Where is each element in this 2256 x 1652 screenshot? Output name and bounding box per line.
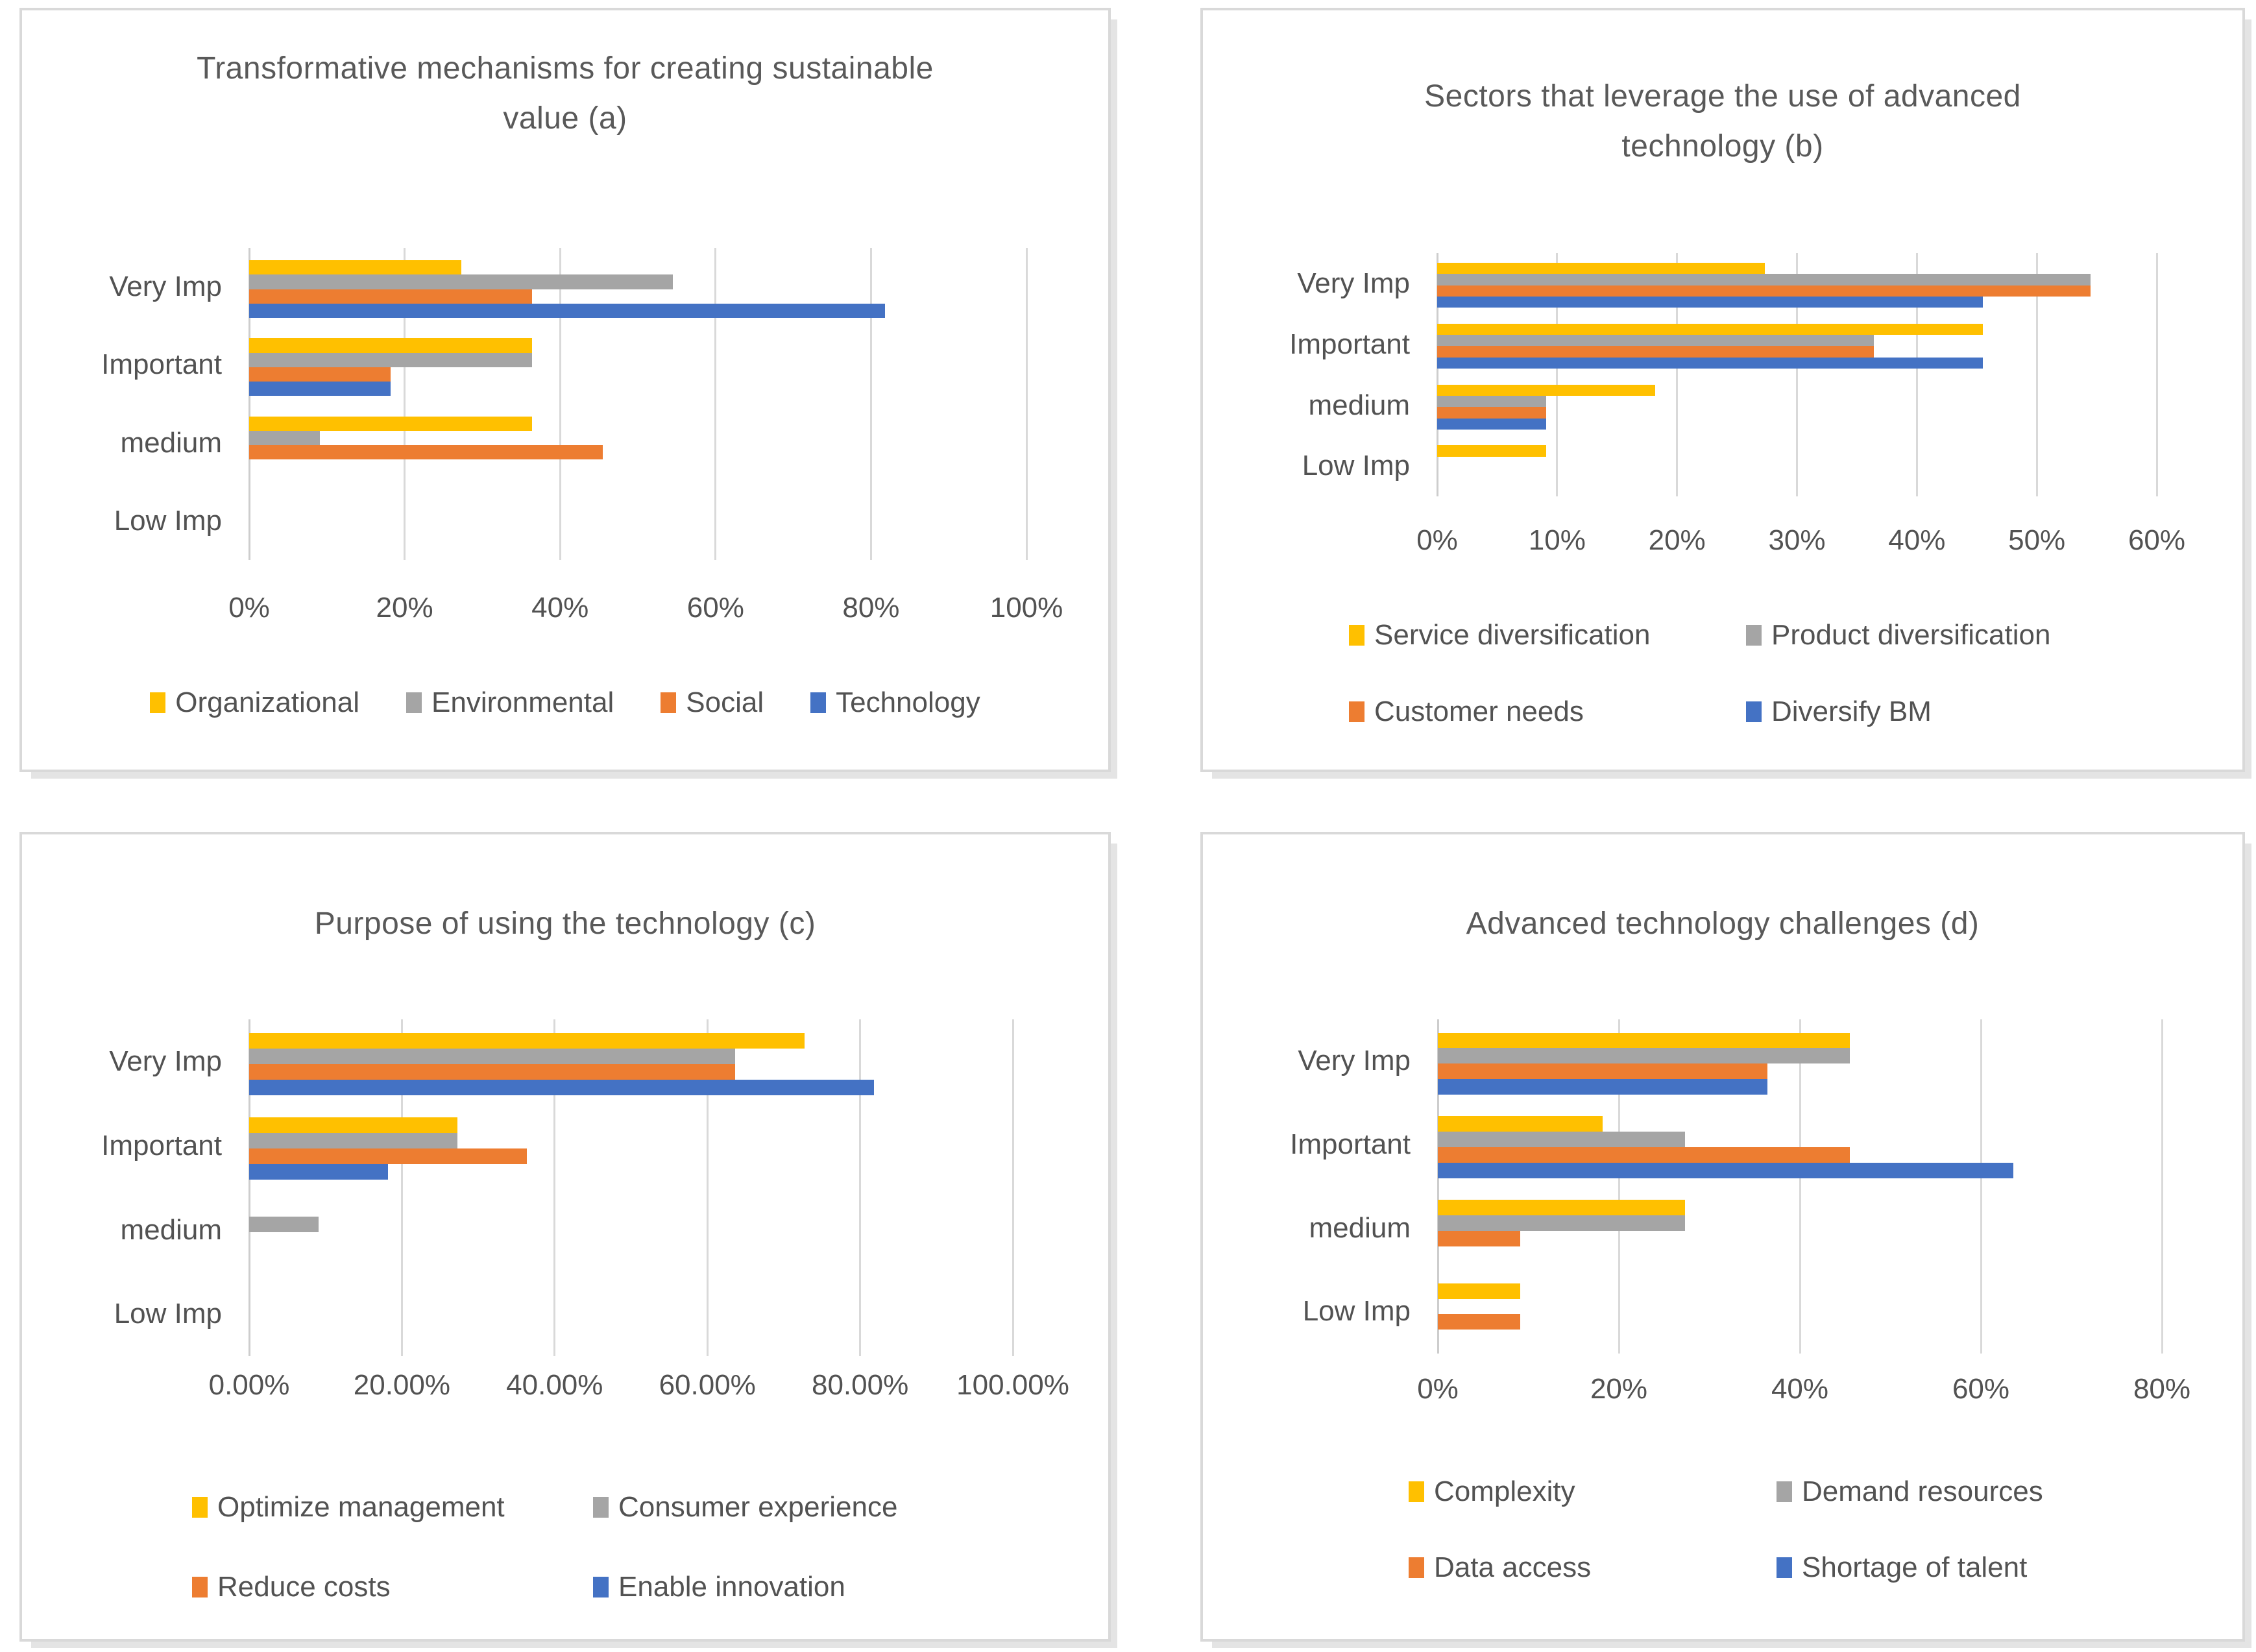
gridline (714, 248, 716, 560)
legend-label: Enable innovation (618, 1571, 845, 1603)
legend-swatch-demand-resources (1777, 1481, 1792, 1502)
x-axis-tick-label: 60.00% (659, 1369, 756, 1401)
x-axis-tick-label: 80.00% (811, 1369, 909, 1401)
gridline (559, 248, 561, 560)
bar-a-0-1 (249, 274, 673, 289)
x-axis-tick-label: 60% (2128, 524, 2186, 556)
gridline (1799, 1019, 1801, 1354)
x-axis-tick-label: 40% (1888, 524, 1946, 556)
legend-swatch-social (661, 692, 676, 713)
category-label-low-imp: Low Imp (1302, 1295, 1411, 1328)
x-axis-tick-label: 30% (1768, 524, 1826, 556)
category-label-medium: medium (120, 1213, 222, 1246)
legend-item (150, 686, 359, 719)
bar-a-1-1 (249, 353, 532, 367)
legend-item (593, 1491, 897, 1524)
bar-d-2-2 (1438, 1231, 1520, 1246)
x-axis-tick-label: 40% (531, 592, 589, 624)
gridline (870, 248, 872, 560)
bar-c-1-0 (249, 1117, 457, 1133)
bar-d-0-2 (1438, 1063, 1767, 1079)
bar-a-2-0 (249, 417, 532, 431)
chart-panel-c (19, 832, 1111, 1642)
gridline (1980, 1019, 1982, 1354)
legend (22, 686, 1108, 719)
legend-swatch-enable-innovation (593, 1577, 609, 1597)
bar-d-2-0 (1438, 1200, 1685, 1215)
category-label-low-imp: Low Imp (1302, 450, 1410, 482)
x-axis-tick-label: 80% (842, 592, 900, 624)
legend-item (1349, 619, 1651, 651)
bar-d-3-2 (1438, 1314, 1520, 1330)
gridline (2156, 253, 2158, 496)
gridline (1026, 248, 1028, 560)
legend-label: Social (686, 686, 764, 718)
bar-c-2-1 (249, 1217, 319, 1232)
chart-panel-d (1200, 832, 2245, 1642)
bar-b-1-3 (1437, 358, 1983, 369)
chart-panel-b (1200, 8, 2245, 772)
legend-label: Complexity (1434, 1476, 1575, 1507)
legend-item (661, 686, 764, 719)
bar-d-0-0 (1438, 1033, 1850, 1049)
legend-label: Organizational (175, 686, 359, 718)
bar-b-2-3 (1437, 419, 1546, 430)
legend-item (1409, 1551, 1591, 1584)
bar-c-1-1 (249, 1133, 457, 1148)
legend-item (406, 686, 614, 719)
x-axis-tick-label: 20% (1590, 1373, 1648, 1405)
bar-b-0-1 (1437, 274, 2091, 285)
legend-swatch-complexity (1409, 1481, 1424, 1502)
chart-title-d: Advanced technology challenges (d) (1466, 906, 1980, 941)
legend-label: Product diversification (1771, 619, 2051, 651)
legend-label: Environmental (431, 686, 614, 718)
legend-item (192, 1571, 391, 1603)
bar-d-2-1 (1438, 1215, 1685, 1231)
bar-c-0-0 (249, 1033, 805, 1049)
legend-swatch-diversify-bm (1746, 701, 1762, 722)
bar-a-0-3 (249, 304, 885, 318)
bar-b-1-2 (1437, 346, 1874, 357)
x-axis-tick-label: 0% (228, 592, 270, 624)
legend-swatch-data-access (1409, 1557, 1424, 1578)
legend-label: Demand resources (1802, 1476, 2043, 1507)
gridline (1012, 1019, 1014, 1356)
x-axis-tick-label: 100.00% (956, 1369, 1069, 1401)
legend-swatch-consumer-experience (593, 1497, 609, 1518)
legend-item (1777, 1476, 2043, 1508)
x-axis-tick-label: 0.00% (208, 1369, 290, 1401)
legend-swatch-reduce-costs (192, 1577, 208, 1597)
category-label-important: Important (101, 348, 222, 381)
legend-label: Technology (836, 686, 980, 718)
legend-swatch-environmental (406, 692, 422, 713)
x-axis-tick-label: 20% (1648, 524, 1706, 556)
chart-title-a: Transformative mechanisms for creating sustainable value (a) (197, 51, 934, 136)
legend-swatch-optimize-management (192, 1497, 208, 1518)
legend-item (1777, 1551, 2027, 1584)
bar-a-1-2 (249, 367, 391, 382)
category-label-medium: medium (1308, 389, 1410, 421)
x-axis-tick-label: 0% (1417, 1373, 1459, 1405)
legend-label: Reduce costs (217, 1571, 391, 1603)
legend-label: Customer needs (1374, 696, 1584, 727)
bar-b-0-0 (1437, 263, 1765, 274)
bar-c-1-3 (249, 1164, 388, 1180)
category-label-very-imp: Very Imp (109, 271, 222, 302)
category-label-low-imp: Low Imp (114, 504, 222, 537)
category-label-very-imp: Very Imp (109, 1045, 222, 1077)
legend-item (1409, 1476, 1575, 1508)
x-axis-tick-label: 60% (1952, 1373, 2010, 1405)
legend-swatch-service-diversification (1349, 625, 1365, 646)
bar-b-0-3 (1437, 297, 1983, 308)
bar-d-1-1 (1438, 1132, 1685, 1147)
x-axis-tick-label: 20% (376, 592, 433, 624)
bar-a-2-2 (249, 445, 603, 459)
bar-b-0-2 (1437, 285, 2091, 297)
category-label-important: Important (1290, 1128, 1411, 1160)
legend-item (1746, 619, 2050, 651)
bar-b-1-0 (1437, 324, 1983, 335)
legend-label: Diversify BM (1771, 696, 1932, 727)
bar-b-3-0 (1437, 445, 1546, 456)
bar-d-0-1 (1438, 1048, 1850, 1063)
legend-label: Consumer experience (618, 1491, 898, 1523)
legend-item (810, 686, 980, 719)
category-label-medium: medium (120, 426, 222, 459)
x-axis-tick-label: 80% (2133, 1373, 2191, 1405)
category-label-very-imp: Very Imp (1297, 267, 1410, 299)
x-axis-tick-label: 100% (989, 592, 1063, 624)
x-axis-tick-label: 40.00% (506, 1369, 603, 1401)
x-axis-tick-label: 10% (1528, 524, 1586, 556)
bar-a-0-2 (249, 289, 532, 304)
category-label-very-imp: Very Imp (1298, 1045, 1411, 1076)
x-axis-tick-label: 50% (2008, 524, 2066, 556)
category-label-medium: medium (1309, 1211, 1411, 1244)
bar-a-1-0 (249, 338, 532, 352)
bar-b-2-2 (1437, 407, 1546, 418)
category-label-important: Important (1289, 328, 1410, 360)
x-axis-tick-label: 40% (1771, 1373, 1829, 1405)
x-axis-tick-label: 20.00% (353, 1369, 450, 1401)
chart-panel-a (19, 8, 1111, 772)
legend-label: Shortage of talent (1802, 1551, 2028, 1583)
legend-label: Service diversification (1374, 619, 1651, 651)
legend-item (1349, 696, 1584, 728)
legend-item (1746, 696, 1932, 728)
bar-a-2-1 (249, 431, 320, 445)
bar-d-1-2 (1438, 1147, 1850, 1163)
legend-label: Optimize management (217, 1491, 505, 1523)
legend-swatch-customer-needs (1349, 701, 1365, 722)
legend-label: Data access (1434, 1551, 1592, 1583)
bar-c-0-1 (249, 1049, 735, 1064)
bar-a-1-3 (249, 382, 391, 396)
bar-b-2-0 (1437, 385, 1655, 396)
bar-d-3-0 (1438, 1283, 1520, 1299)
bar-b-2-1 (1437, 396, 1546, 407)
legend-item (593, 1571, 845, 1603)
legend-item (192, 1491, 505, 1524)
chart-title-b: Sectors that leverage the use of advanced technology (b) (1424, 79, 2021, 164)
bar-d-1-0 (1438, 1116, 1603, 1132)
legend-swatch-product-diversification (1746, 625, 1762, 646)
bar-b-1-1 (1437, 335, 1874, 346)
category-label-important: Important (101, 1129, 222, 1161)
gridline (859, 1019, 861, 1356)
bar-a-0-0 (249, 260, 461, 274)
gridline (2161, 1019, 2163, 1354)
bar-d-0-3 (1438, 1079, 1767, 1095)
chart-title-c: Purpose of using the technology (c) (314, 906, 816, 941)
x-axis-tick-label: 0% (1416, 524, 1458, 556)
bar-c-0-3 (249, 1080, 874, 1095)
bar-d-1-3 (1438, 1163, 2013, 1178)
bar-c-0-2 (249, 1064, 735, 1080)
legend-swatch-technology (810, 692, 826, 713)
x-axis-tick-label: 60% (686, 592, 744, 624)
legend-swatch-shortage-of-talent (1777, 1557, 1792, 1578)
bar-c-1-2 (249, 1148, 527, 1164)
category-label-low-imp: Low Imp (114, 1298, 222, 1330)
legend-swatch-organizational (150, 692, 165, 713)
